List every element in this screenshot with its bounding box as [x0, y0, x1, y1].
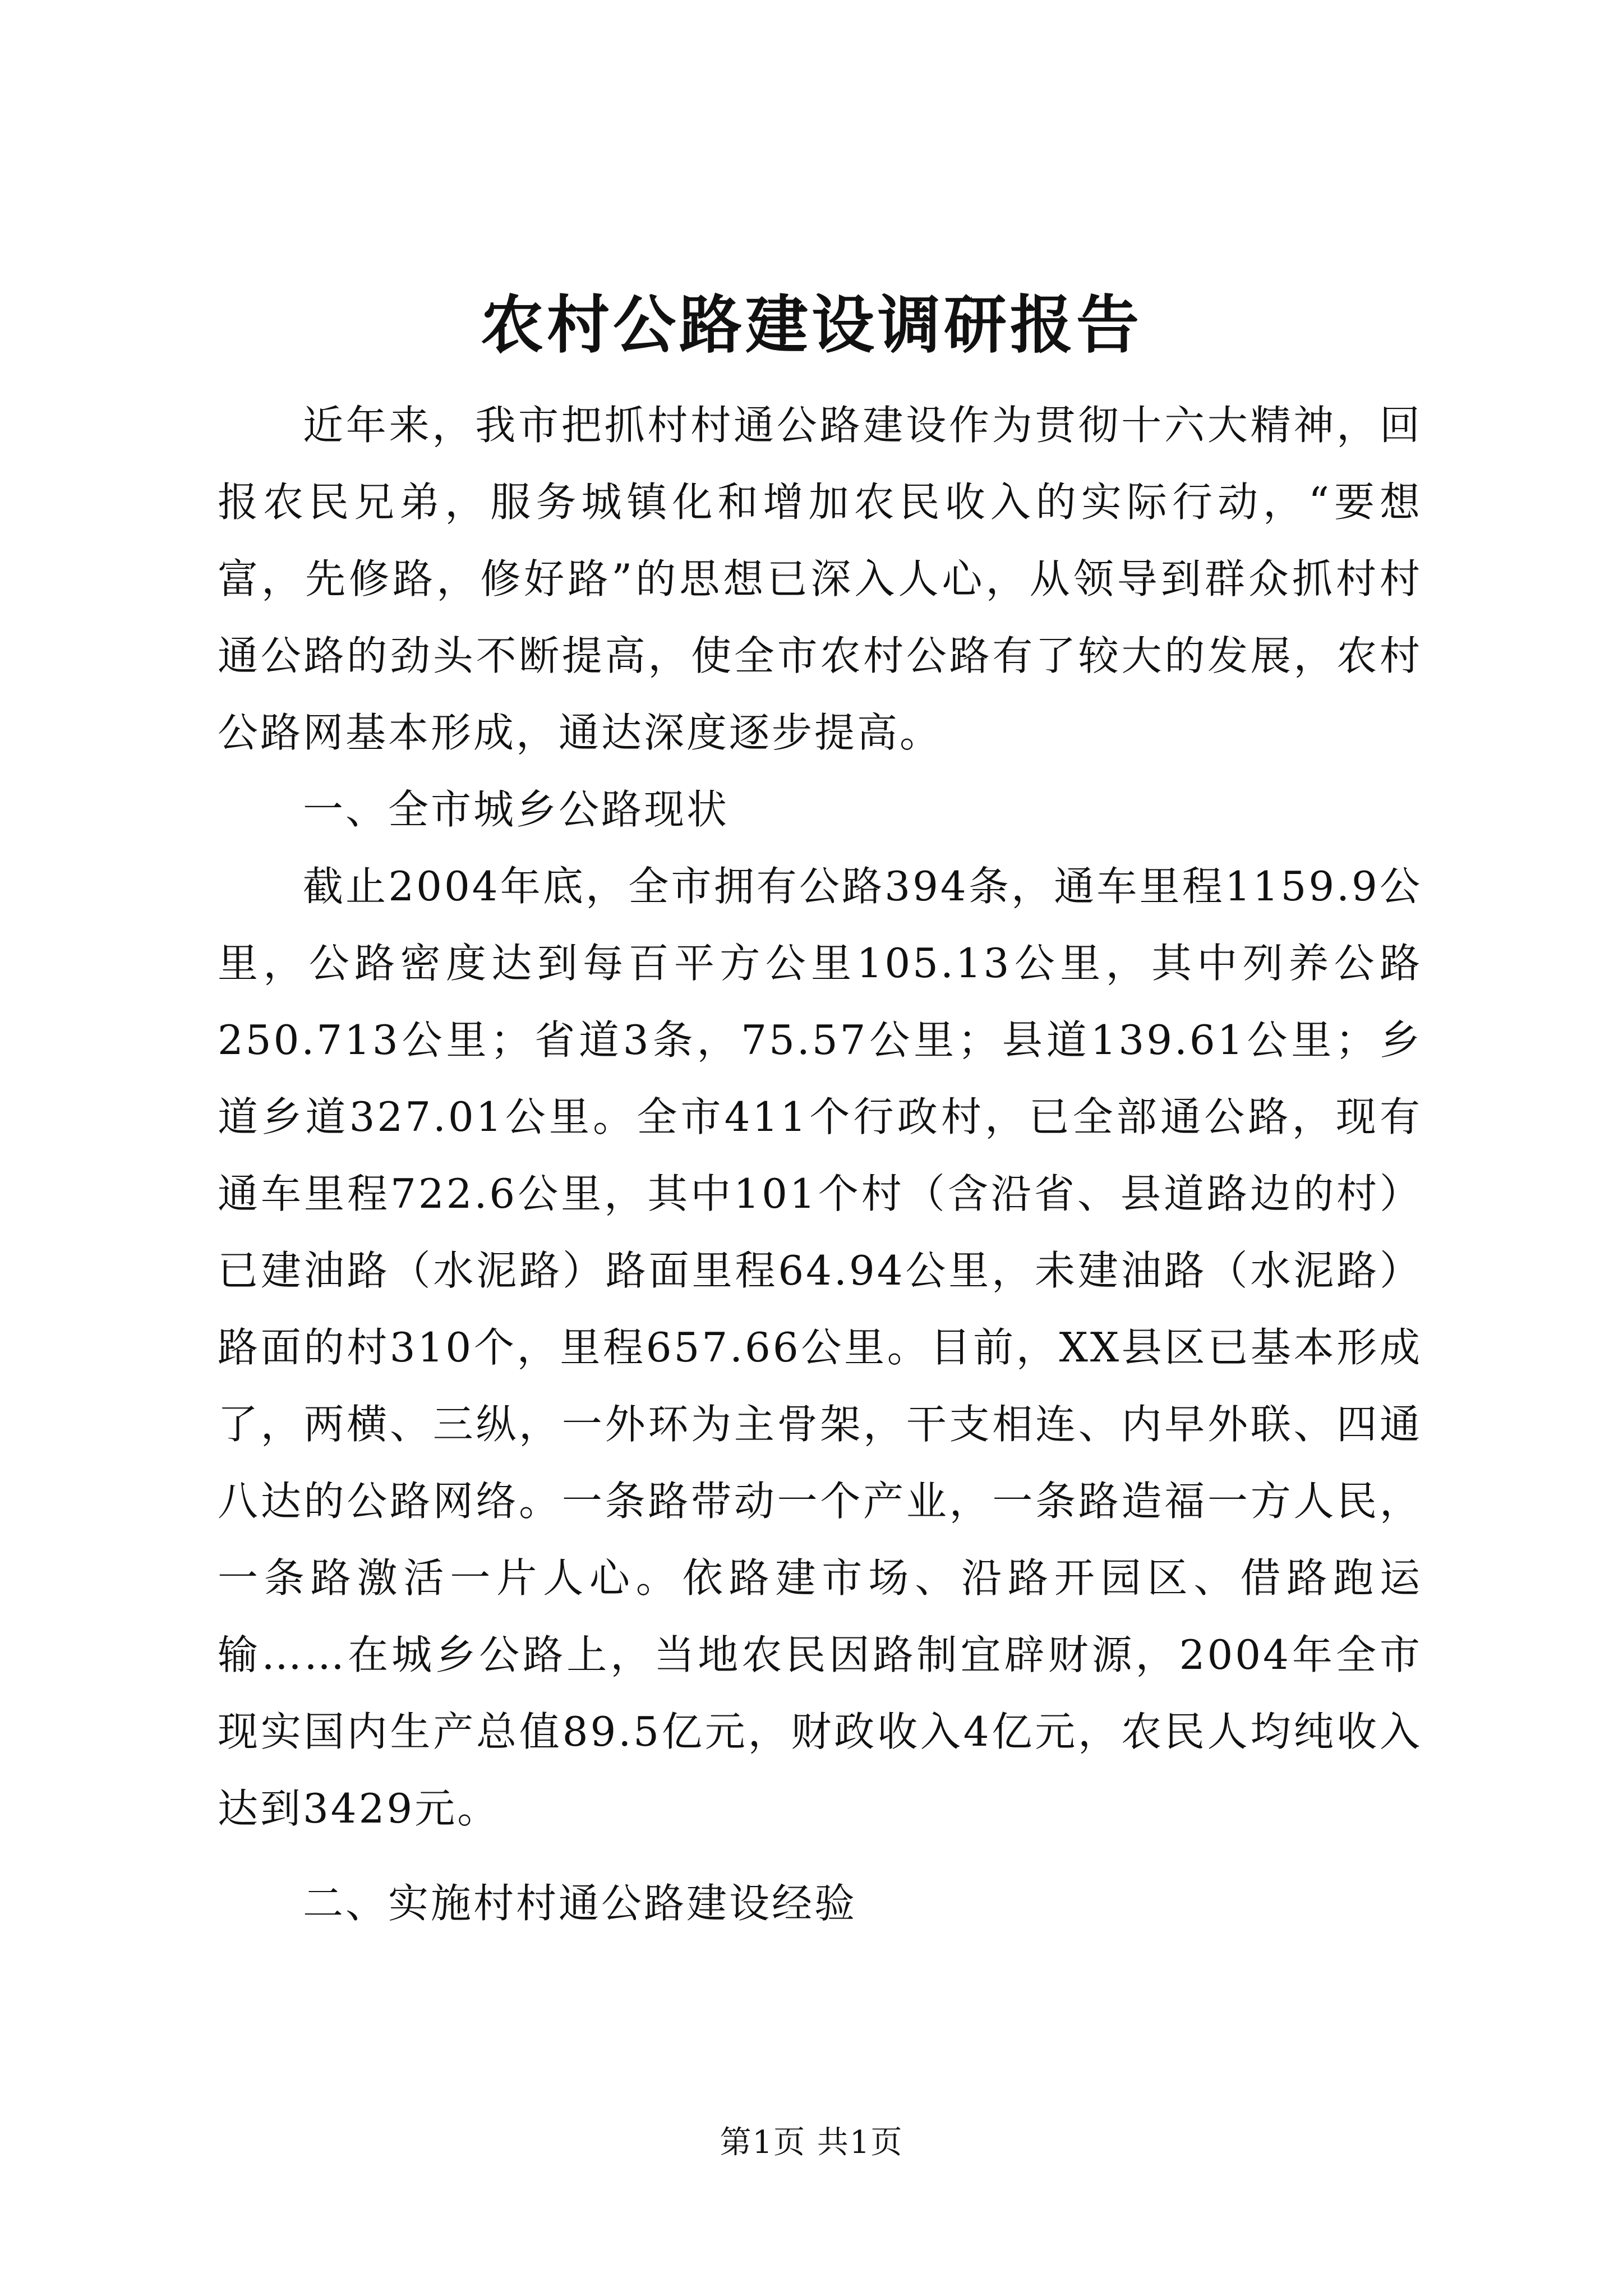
document-body — [218, 387, 1422, 1942]
status-paragraph: 截止2004年底，全市拥有公路394条，通车里程1159.9公里，公路密度达到每百平方公里105.13公里，其中列养公路250.713公里；省道3条，75.57公里；县道139.61公里；乡道乡道327.01公里。全市411个行政村，已全部通公路，现有通车里程722.6公里，其中101个村（含沿省、县道路边的村）已建油路（水泥路）路面里程64.94公里，未建油路（水泥路）路面的村310个，里程657.66公里。目前，XX县区已基本形成了，两横、三纵，一外环为主骨架，干支相连、内早外联、四通八达的公路网络。一条路带动一个产业，一条路造福一方人民，一条路激活一片人心。依路建市场、沿路开园区、借路跑运输……在城乡公路上，当地农民因路制宜辟财源，2004年全市现实国内生产总值89.5亿元，财政收入4亿元，农民人均纯收入达到3429元。 — [218, 863, 1422, 1832]
document-title: 农村公路建设调研报告 — [481, 288, 1142, 362]
intro-paragraph: 近年来，我市把抓村村通公路建设作为贯彻十六大精神，回报农民兄弟，服务城镇化和增加农民收入的实际行动，“要想富，先修路，修好路”的思想已深入人心，从领导到群众抓村村通公路的劲头不断提高，使全市农村公路有了较大的发展，农村公路网基本形成，通达深度逐步提高。 — [218, 402, 1422, 756]
section-heading-1: 一、全市城乡公路现状 — [303, 786, 730, 833]
section-heading-2: 二、实施村村通公路建设经验 — [303, 1880, 857, 1927]
page-footer: 第1页 共1页 — [720, 2124, 903, 2161]
